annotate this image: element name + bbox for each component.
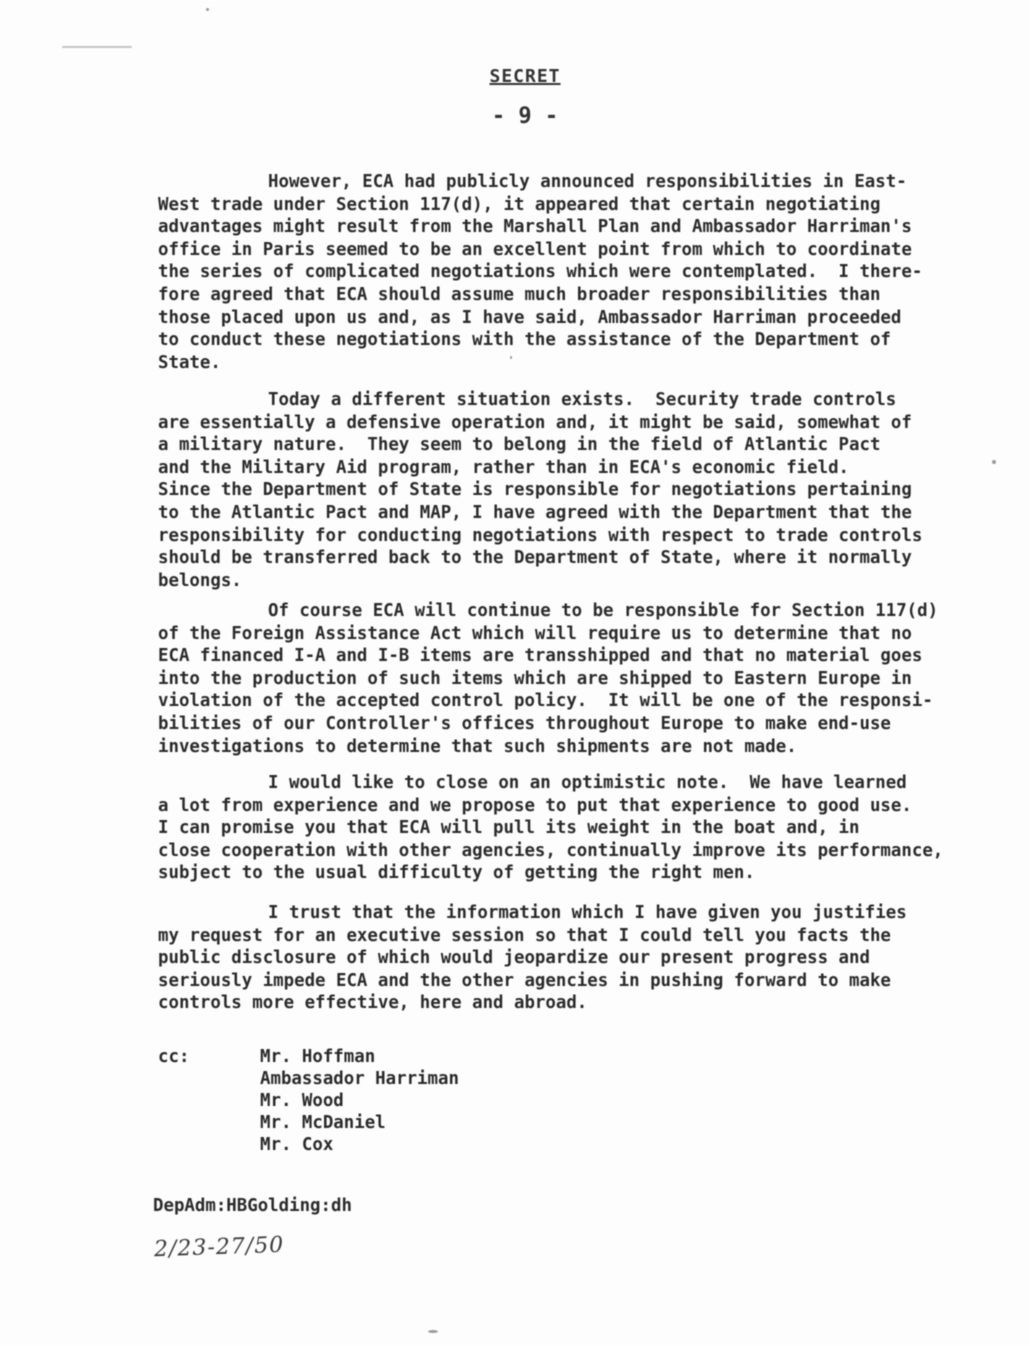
scan-speck [510,356,512,359]
text-line: violation of the accepted control policy. It will be one of the responsi- [158,691,933,712]
text-line: to the Atlantic Pact and MAP, I have agreed with the Department that the [158,502,912,523]
text-line: those placed upon us and, as I have said, Ambassador Harriman proceeded [158,307,902,328]
classification-marking: SECRET [489,66,561,87]
handwritten-date: 2/23-27/50 [153,1232,285,1263]
body-paragraph [158,600,958,758]
body-paragraph [158,772,958,885]
text-line: subject to the usual difficulty of getting the right men. [158,863,755,884]
text-line: office in Paris seemed to be an excellent point from which to coordinate [158,239,912,260]
scan-speck [428,1330,438,1333]
text-line: are essentially a defensive operation and, it might be said, somewhat of [158,412,912,433]
text-line: fore agreed that ECA should assume much broader responsibilities than [158,284,881,305]
text-line: a lot from experience and we propose to put that experience to good use. [158,795,912,816]
text-line: State. [158,352,221,373]
text-line: into the production of such items which are shipped to Eastern Europe in [158,668,912,689]
text-line: advantages might result from the Marshall Plan and Ambassador Harriman's [158,217,912,238]
text-line: responsibility for conducting negotiations with respect to trade controls [158,525,923,546]
reference-initials: DepAdm:HBGolding:dh [153,1196,352,1216]
text-line: and the Military Aid program, rather than in ECA's economic field. [158,457,850,478]
page-number: - 9 - [491,104,559,129]
text-line: the series of complicated negotiations which were contemplated. I there- [158,262,923,283]
text-line: I trust that the information which I have given you justifies [268,903,907,923]
cc-recipient: Mr. McDaniel [260,1113,386,1133]
cc-recipient: Mr. Wood [260,1091,344,1111]
scan-speck [62,46,132,48]
text-line: West trade under Section 117(d), it appeared that certain negotiating [158,194,881,215]
scan-speck [206,8,209,11]
text-line: I can promise you that ECA will pull its weight in the boat and, in [158,818,860,839]
text-line: controls more effective, here and abroad. [158,993,588,1014]
text-line: belongs. [158,570,242,591]
text-line: should be transferred back to the Department of State, where it normally [158,548,912,569]
text-line: to conduct these negotiations with the assistance of the Department of [158,330,891,351]
text-line: a military nature. They seem to belong in the field of Atlantic Pact [158,435,881,456]
cc-label: cc: [158,1047,190,1067]
cc-recipient-list [260,1046,459,1156]
body-paragraph [158,171,958,374]
body-paragraph [158,389,958,592]
text-line: I would like to close on an optimistic note. We have learned [268,773,907,793]
text-line: However, ECA had publicly announced responsibilities in East- [268,172,907,192]
text-line: my request for an executive session so that I could tell you facts the [158,925,891,946]
text-line: ECA financed I-A and I-B items are transshipped and that no material goes [158,646,923,667]
text-line: of the Foreign Assistance Act which will require us to determine that no [158,623,912,644]
cc-recipient: Mr. Hoffman [260,1047,376,1067]
cc-recipient: Mr. Cox [260,1135,334,1155]
text-line: close cooperation with other agencies, continually improve its performance, [158,840,944,861]
scan-speck [992,460,996,464]
text-line: Of course ECA will continue to be responsible for Section 117(d) [268,601,939,621]
text-line: Since the Department of State is responsible for negotiations pertaining [158,480,912,501]
cc-recipient: Ambassador Harriman [260,1069,459,1089]
text-line: seriously impede ECA and the other agencies in pushing forward to make [158,970,891,991]
text-line: public disclosure of which would jeopardize our present progress and [158,948,870,969]
text-line: bilities of our Controller's offices throughout Europe to make end-use [158,713,891,734]
text-line: investigations to determine that such shipments are not made. [158,736,797,757]
text-line: Today a different situation exists. Security trade controls [268,390,897,410]
body-paragraph [158,902,958,1015]
